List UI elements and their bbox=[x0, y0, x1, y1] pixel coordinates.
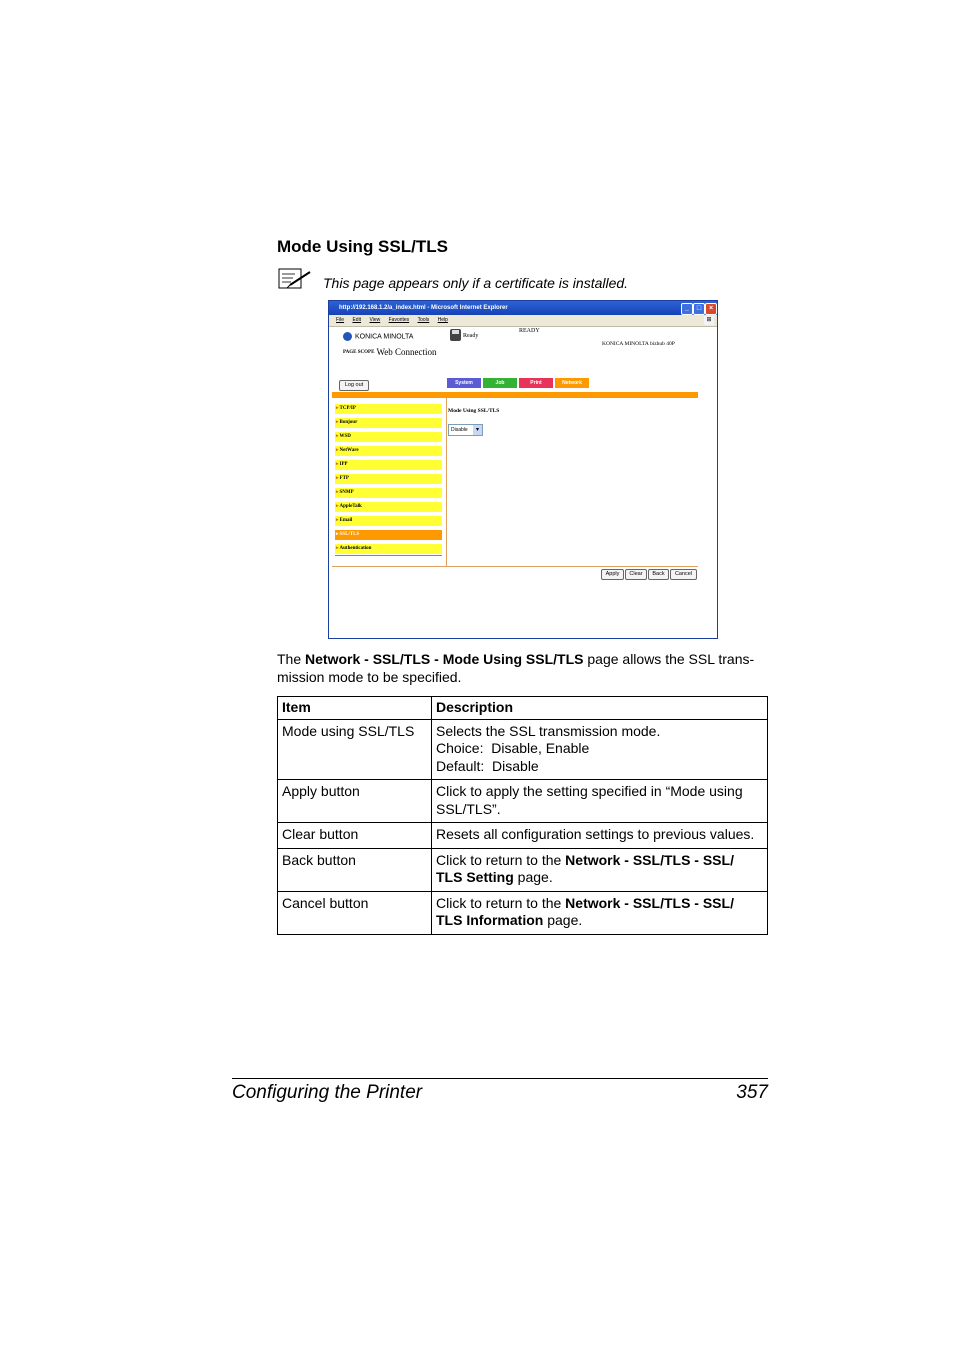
footer-section-title: Configuring the Printer bbox=[232, 1082, 423, 1103]
clear-button[interactable]: Clear bbox=[625, 569, 647, 580]
description-cell: Click to return to the Network - SSL/TLS - SSL/ TLS Information page. bbox=[432, 891, 768, 934]
intro-paragraph: The Network - SSL/TLS - Mode Using SSL/TLS page allows the SSL trans-mission mode to be specified. bbox=[277, 651, 755, 685]
sidebar-item-netware[interactable]: ▸NetWare bbox=[335, 446, 442, 456]
sidebar-item-snmp[interactable]: ▸SNMP bbox=[335, 488, 442, 498]
web-connection-logo bbox=[343, 347, 436, 357]
tab-system[interactable]: System bbox=[447, 378, 481, 388]
description-cell: Click to apply the setting specified in “Mode using SSL/TLS”. bbox=[432, 780, 768, 823]
menu-favorites[interactable]: Favorites bbox=[388, 317, 410, 323]
brand-name: KONICA MINOLTA bbox=[355, 333, 414, 341]
sidebar-item-authentication[interactable]: ▸Authentication bbox=[335, 544, 442, 554]
menu-view[interactable]: View bbox=[369, 317, 381, 323]
table-row bbox=[278, 848, 768, 891]
section-heading: Mode Using SSL/TLS bbox=[277, 237, 448, 256]
item-cell: Back button bbox=[278, 848, 432, 891]
page-number: 357 bbox=[736, 1082, 768, 1103]
konica-minolta-logo-icon bbox=[343, 332, 352, 341]
ssl-mode-select[interactable]: Disable ▾ bbox=[448, 424, 483, 436]
column-header-description: Description bbox=[432, 697, 768, 720]
item-cell: Clear button bbox=[278, 823, 432, 849]
windows-logo-icon: ⊞ bbox=[704, 316, 714, 325]
content-title: Mode Using SSL/TLS bbox=[448, 408, 500, 414]
sidebar bbox=[332, 398, 447, 566]
note-pencil-icon bbox=[278, 268, 312, 290]
logout-button[interactable]: Log out bbox=[339, 380, 369, 391]
status-small: Ready bbox=[463, 333, 479, 339]
pagescope-logo-icon: PAGE SCOPE bbox=[343, 350, 375, 356]
footer-rule bbox=[232, 1078, 768, 1079]
maximize-icon[interactable]: □ bbox=[693, 303, 705, 315]
settings-table bbox=[277, 696, 768, 935]
sidebar-item-wsd[interactable]: ▸WSD bbox=[335, 432, 442, 442]
browser-screenshot bbox=[328, 300, 718, 639]
column-header-item: Item bbox=[278, 697, 432, 720]
sidebar-item-bonjour[interactable]: ▸Bonjour bbox=[335, 418, 442, 428]
sidebar-item-appletalk[interactable]: ▸AppleTalk bbox=[335, 502, 442, 512]
sidebar-item-email[interactable]: ▸Email bbox=[335, 516, 442, 526]
cancel-button[interactable]: Cancel bbox=[670, 569, 697, 580]
table-header-row bbox=[278, 697, 768, 720]
menu-help[interactable]: Help bbox=[437, 317, 448, 323]
chevron-down-icon: ▾ bbox=[473, 425, 482, 435]
window-titlebar bbox=[329, 301, 717, 315]
item-cell: Apply button bbox=[278, 780, 432, 823]
tab-job[interactable]: Job bbox=[483, 378, 517, 388]
description-cell: Selects the SSL transmission mode. Choice: Disable, Enable Default: Disable bbox=[432, 719, 768, 780]
table-row bbox=[278, 891, 768, 934]
back-button[interactable]: Back bbox=[648, 569, 669, 580]
menu-bar bbox=[329, 315, 717, 327]
menu-edit[interactable]: Edit bbox=[352, 317, 362, 323]
printer-model: KONICA MINOLTA bizhub 40P bbox=[602, 341, 675, 347]
window-title: http://192.168.1.2/a_index.html - Microsoft Internet Explorer bbox=[339, 305, 508, 311]
note-text: This page appears only if a certificate is installed. bbox=[323, 275, 629, 291]
tab-network[interactable]: Network bbox=[555, 378, 589, 388]
item-cell: Cancel button bbox=[278, 891, 432, 934]
description-cell: Resets all configuration settings to previous values. bbox=[432, 823, 768, 849]
intro-bold: Network - SSL/TLS - Mode Using SSL/TLS bbox=[305, 651, 584, 667]
table-row bbox=[278, 719, 768, 780]
menu-file[interactable]: File bbox=[336, 317, 345, 323]
sidebar-item-tcpip[interactable]: ▸TCP/IP bbox=[335, 404, 442, 414]
table-row bbox=[278, 823, 768, 849]
web-connection-label: Web Connection bbox=[376, 347, 437, 357]
sidebar-item-ipp[interactable]: ▸IPP bbox=[335, 460, 442, 470]
brand-logo bbox=[343, 332, 413, 341]
minimize-icon[interactable]: _ bbox=[681, 303, 693, 315]
status-ready: READY bbox=[519, 328, 540, 334]
table-row bbox=[278, 780, 768, 823]
close-icon[interactable]: × bbox=[705, 303, 717, 315]
item-cell: Mode using SSL/TLS bbox=[278, 719, 432, 780]
apply-button[interactable]: Apply bbox=[601, 569, 624, 580]
sidebar-item-ssl-tls[interactable]: ▸SSL/TLS bbox=[335, 530, 442, 540]
sidebar-item-ftp[interactable]: ▸FTP bbox=[335, 474, 442, 484]
menu-tools[interactable]: Tools bbox=[417, 317, 430, 323]
description-cell: Click to return to the Network - SSL/TLS - SSL/ TLS Setting page. bbox=[432, 848, 768, 891]
tab-print[interactable]: Print bbox=[519, 378, 553, 388]
